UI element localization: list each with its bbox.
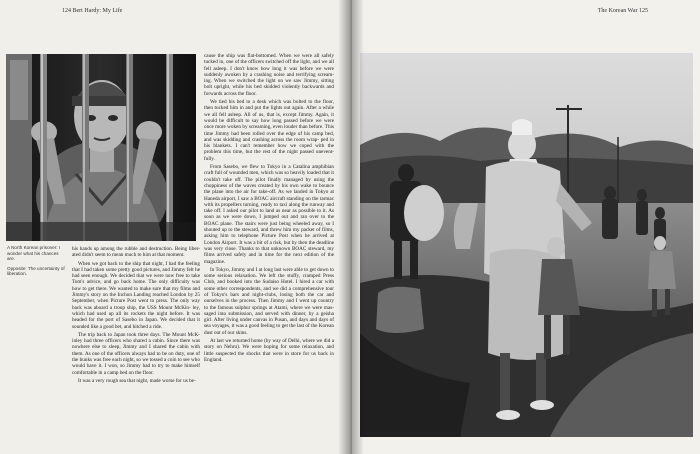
text-column-1	[72, 246, 200, 386]
paragraph: We tied his bed to a desk which was bolted to the floor, then tucked him in and put the lights out again. After a while we all fell asleep. All of us, that is, except Jimmy. Again, it would be difficult to say how long passed before we were once more woken by screaming, even louder than before. This time Jimmy had been rolled over the edge of his camp bed, and was skidding and crashing across the room wrap- ped in his blankets. I can't remember how we coped with the problem this time, but the rest of the night passed unevent- fully.	[204, 99, 334, 162]
paragraph: cause the ship was flat-bottomed. When we were all safely tucked in, one of the officers switched off the light, and we all fell asleep. I don't know how long it was before we were suddenly awoken by a crashing noise and terrifying scream- ing. When we switched the light on we saw Jimmy, sitting bolt upright, while his bed skidded violently backwards and forwards across the floor.	[204, 53, 334, 97]
opposite-caption: Opposite: The uncertainty of liberation.	[7, 265, 65, 277]
right-running-head: The Korean War 125	[597, 8, 648, 14]
paragraph: The trip back to Japan took three days. The Mount McK- inley had three officers who shared a cabin. Since there was nowhere else to sleep, Jimmy and I shared the cabin with them. As one of the officers always had to be on duty, one of the bunks was free each night, so we tossed a coin to see who would have it. I won, so Jimmy had to try to make himself comfortable in a camp bed on the floor.	[72, 331, 200, 376]
right-page	[351, 0, 700, 454]
paragraph: When we got back to the ship that night, I had the feeling that I had taken some pretty good pictures, and Jimmy felt he had seen enough. We decided that we were now free to take Tom's advice, and go back home. The only difficulty was how to get there. We wanted to make sure that my films and Jimmy's story on the Inchon Landing reached London by 25 September, when Picture Post went to press. The only way back was aboard a troop ship, the USS Mount McKin- ley, which had used up all its rockets the night before. It was headed for the port of Sasebo in Japan. We decided that it sounded like a good bet, and hitched a ride.	[72, 260, 200, 330]
paragraph: From Sasebo, we flew to Tokyo in a Catalina amphibian craft full of wounded men, which was so heavily loaded that it couldn't take off. The pilot finally managed by using the choppiness of the waves created by his own wake to bounce the plane into the air for take-off. As we landed in Tokyo at Haneda airport, I saw a BOAC aircraft standing on the tarmac with its propellers turning, ready to taxi along the runway and take off. I asked our pilot to land as near as possible to it. As soon as we were down, I jumped out and ran over to the BOAC plane. The stairs were just being wheeled away, so I shouted up to the steward, and threw him my packet of films, asking him to telephone Picture Post when he arrived at London Airport. It was a bit of a risk, but by then the deadline was very close. Thanks to that unknown BOAC steward, my films arrived safely and in time for the next edition of the magazine.	[204, 164, 334, 265]
prisoner-photo-image	[6, 54, 196, 241]
left-running-head: 124 Bert Hardy: My Life	[62, 8, 123, 14]
text-column-2	[204, 53, 334, 365]
photo-captions	[7, 245, 67, 281]
paragraph: It was a very rough sea that night, made worse for us be-	[78, 377, 196, 384]
paragraph: his hands up among the rubble and destruction. Being liber- ated didn't seem to mean much to him at that moment.	[72, 246, 200, 259]
prisoner-caption: A North Korean prisoner: I wonder what his chances are.	[7, 245, 61, 262]
paragraph: At last we returned home (by way of Delhi, where we did a story on Nehru). We were hoping for some relaxation, and little suspected the shocks that were in store for us back in England.	[204, 338, 334, 363]
paragraph: In Tokyo, Jimmy and I at long last were able to get down to some serious relaxation. We left the stuffy, cramped Press Club, and booked into the Sudaiso Hotel. I hired a car with some other correspondents, and we did a comprehensive tour of Tokyo's bars and night-clubs, losing both the car and ourselves in the process. Then Jimmy and I went up country to the famous sulphur springs at Atami, where we were mas- saged into submission, and served with dinner, by a geisha girl. After living under canvas in Pusan, and days and days of sea voyages, it was a good feeling to get the last of the Korean dust out of our skins.	[204, 266, 334, 336]
refugees-photo-image	[360, 53, 693, 437]
prisoner-photo	[6, 54, 196, 241]
refugees-photo	[360, 53, 693, 437]
